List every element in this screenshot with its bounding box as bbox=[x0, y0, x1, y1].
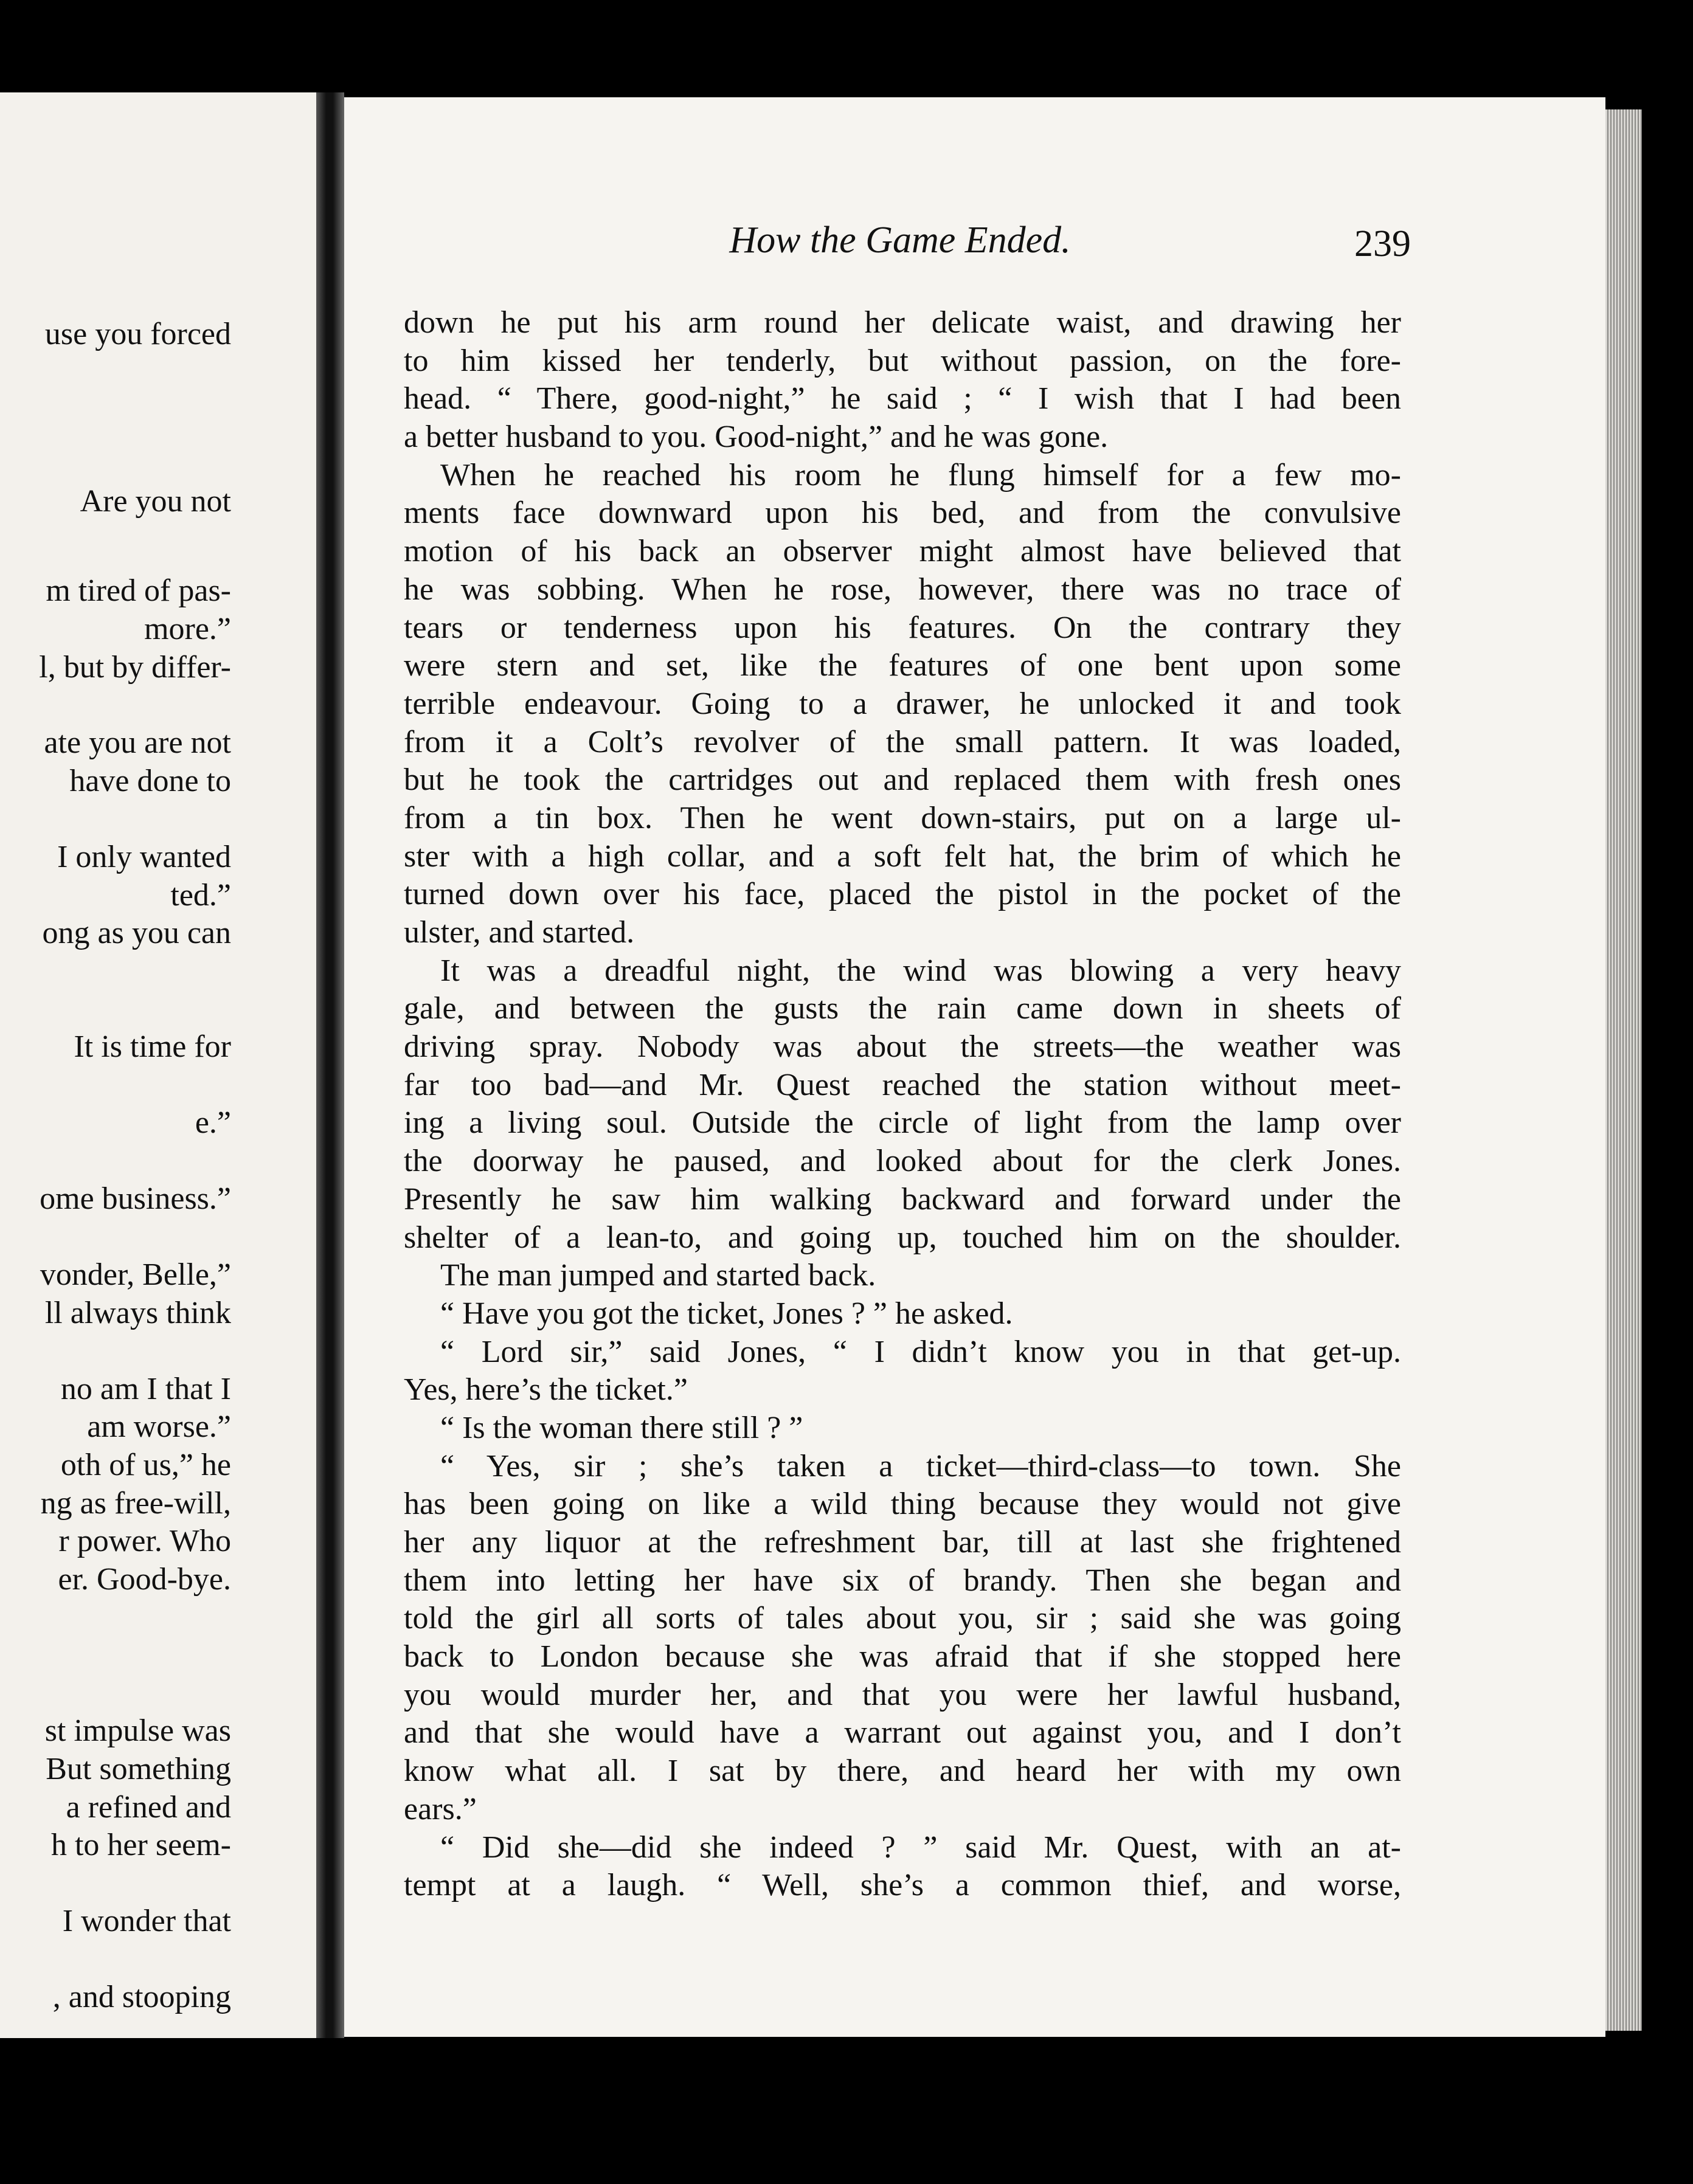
left-text-line: no am I that I bbox=[60, 1372, 231, 1406]
text-line: “ Lord sir,” said Jones, “ I didn’t know you in that get-up. bbox=[440, 1334, 1401, 1369]
text-line: from it a Colt’s revolver of the small pattern. It was loaded, bbox=[404, 724, 1401, 759]
text-line: down he put his arm round her delicate waist, and drawing her bbox=[404, 305, 1401, 340]
text-line: to him kissed her tenderly, but without passion, on the fore- bbox=[404, 343, 1401, 378]
text-line: and that she would have a warrant out against you, and I don’t bbox=[404, 1715, 1401, 1750]
left-text-line: more.” bbox=[144, 612, 231, 646]
left-text-line: ate you are not bbox=[44, 725, 231, 760]
left-text-line: use you forced bbox=[44, 317, 231, 351]
text-line: told the girl all sorts of tales about you, sir ; said she was going bbox=[404, 1601, 1401, 1636]
text-line: ster with a high collar, and a soft felt hat, the brim of which he bbox=[404, 838, 1401, 874]
text-line: It was a dreadful night, the wind was blowing a very heavy bbox=[440, 953, 1401, 988]
text-line: turned down over his face, placed the pistol in the pocket of the bbox=[404, 877, 1401, 912]
text-line: “ Yes, sir ; she’s taken a ticket—third-class—to town. She bbox=[440, 1448, 1401, 1484]
left-text-line: a refined and bbox=[66, 1790, 231, 1825]
text-line: the doorway he paused, and looked about for the clerk Jones. bbox=[404, 1144, 1401, 1179]
text-line: The man jumped and started back. bbox=[440, 1258, 876, 1293]
left-text-line: I only wanted bbox=[57, 840, 231, 874]
text-line: her any liquor at the refreshment bar, till at last she frightened bbox=[404, 1525, 1401, 1560]
running-head: How the Game Ended. bbox=[729, 219, 1071, 261]
text-line: ments face downward upon his bed, and from the convulsive bbox=[404, 496, 1401, 531]
left-text-line: r power. Who bbox=[58, 1524, 231, 1558]
text-line: has been going on like a wild thing because they would not give bbox=[404, 1487, 1401, 1522]
text-line: “ Have you got the ticket, Jones ? ” he asked. bbox=[440, 1296, 1013, 1331]
text-line: Presently he saw him walking backward and forward under the bbox=[404, 1181, 1401, 1217]
text-line: ulster, and started. bbox=[404, 915, 635, 950]
text-line: tears or tenderness upon his features. On the contrary they bbox=[404, 610, 1401, 645]
left-text-line: m tired of pas- bbox=[46, 573, 231, 608]
text-line: back to London because she was afraid that if she stopped here bbox=[404, 1639, 1401, 1674]
text-line: were stern and set, like the features of one bent upon some bbox=[404, 648, 1401, 683]
text-line: from a tin box. Then he went down-stairs, put on a large ul- bbox=[404, 800, 1401, 835]
left-text-line: have done to bbox=[69, 764, 231, 798]
text-line: terrible endeavour. Going to a drawer, he unlocked it and took bbox=[404, 686, 1401, 721]
left-text-line: e.” bbox=[195, 1105, 231, 1140]
left-text-line: ll always think bbox=[44, 1296, 231, 1330]
text-line: a better husband to you. Good-night,” and he was gone. bbox=[404, 420, 1109, 455]
text-line: When he reached his room he flung himself for a few mo- bbox=[440, 457, 1401, 492]
left-text-line: ng as free-will, bbox=[40, 1486, 231, 1521]
left-page bbox=[0, 92, 316, 2038]
text-line: far too bad—and Mr. Quest reached the station without meet- bbox=[404, 1067, 1401, 1102]
text-line: ing a living soul. Outside the circle of light from the lamp over bbox=[404, 1105, 1401, 1141]
left-text-line: Are you not bbox=[80, 484, 231, 519]
left-text-line: It is time for bbox=[74, 1029, 231, 1064]
text-line: “ Is the woman there still ? ” bbox=[440, 1410, 803, 1445]
text-line: ears.” bbox=[404, 1791, 477, 1826]
left-text-line: But something bbox=[46, 1752, 231, 1786]
text-line: driving spray. Nobody was about the streets—the weather was bbox=[404, 1029, 1401, 1065]
left-text-line: ted.” bbox=[170, 878, 231, 913]
page-edges bbox=[1605, 109, 1642, 2031]
text-line: motion of his back an observer might almost have believed that bbox=[404, 534, 1401, 569]
text-line: gale, and between the gusts the rain came down in sheets of bbox=[404, 991, 1401, 1026]
left-text-line: er. Good-bye. bbox=[58, 1562, 231, 1597]
left-text-line: h to her seem- bbox=[50, 1828, 231, 1862]
left-text-line: am worse.” bbox=[87, 1409, 231, 1444]
body-text bbox=[404, 304, 1401, 1905]
text-line: but he took the cartridges out and replaced them with fresh ones bbox=[404, 762, 1401, 798]
text-line: he was sobbing. When he rose, however, there was no trace of bbox=[404, 572, 1401, 607]
text-line: head. “ There, good-night,” he said ; “ I wish that I had been bbox=[404, 381, 1401, 416]
left-text-line: ong as you can bbox=[42, 916, 231, 950]
left-text-line: ome business.” bbox=[40, 1181, 231, 1216]
left-text-line: , and stooping bbox=[52, 1980, 231, 2014]
book-gutter bbox=[316, 92, 344, 2038]
left-text-line: st impulse was bbox=[44, 1713, 231, 1748]
text-line: tempt at a laugh. “ Well, she’s a common thief, and worse, bbox=[404, 1868, 1401, 1903]
page-number: 239 bbox=[1354, 223, 1411, 264]
text-line: Yes, here’s the ticket.” bbox=[404, 1372, 688, 1408]
text-line: them into letting her have six of brandy. Then she began and bbox=[404, 1563, 1401, 1598]
text-line: know what all. I sat by there, and heard her with my own bbox=[404, 1754, 1401, 1789]
left-text-line: vonder, Belle,” bbox=[40, 1257, 231, 1292]
text-line: “ Did she—did she indeed ? ” said Mr. Quest, with an at- bbox=[440, 1830, 1401, 1865]
text-line: you would murder her, and that you were her lawful husband, bbox=[404, 1677, 1401, 1712]
left-text-line: I wonder that bbox=[62, 1904, 231, 1938]
left-text-line: oth of us,” he bbox=[60, 1448, 231, 1482]
text-line: shelter of a lean-to, and going up, touched him on the shoulder. bbox=[404, 1220, 1401, 1255]
left-text-line: l, but by differ- bbox=[39, 650, 231, 685]
